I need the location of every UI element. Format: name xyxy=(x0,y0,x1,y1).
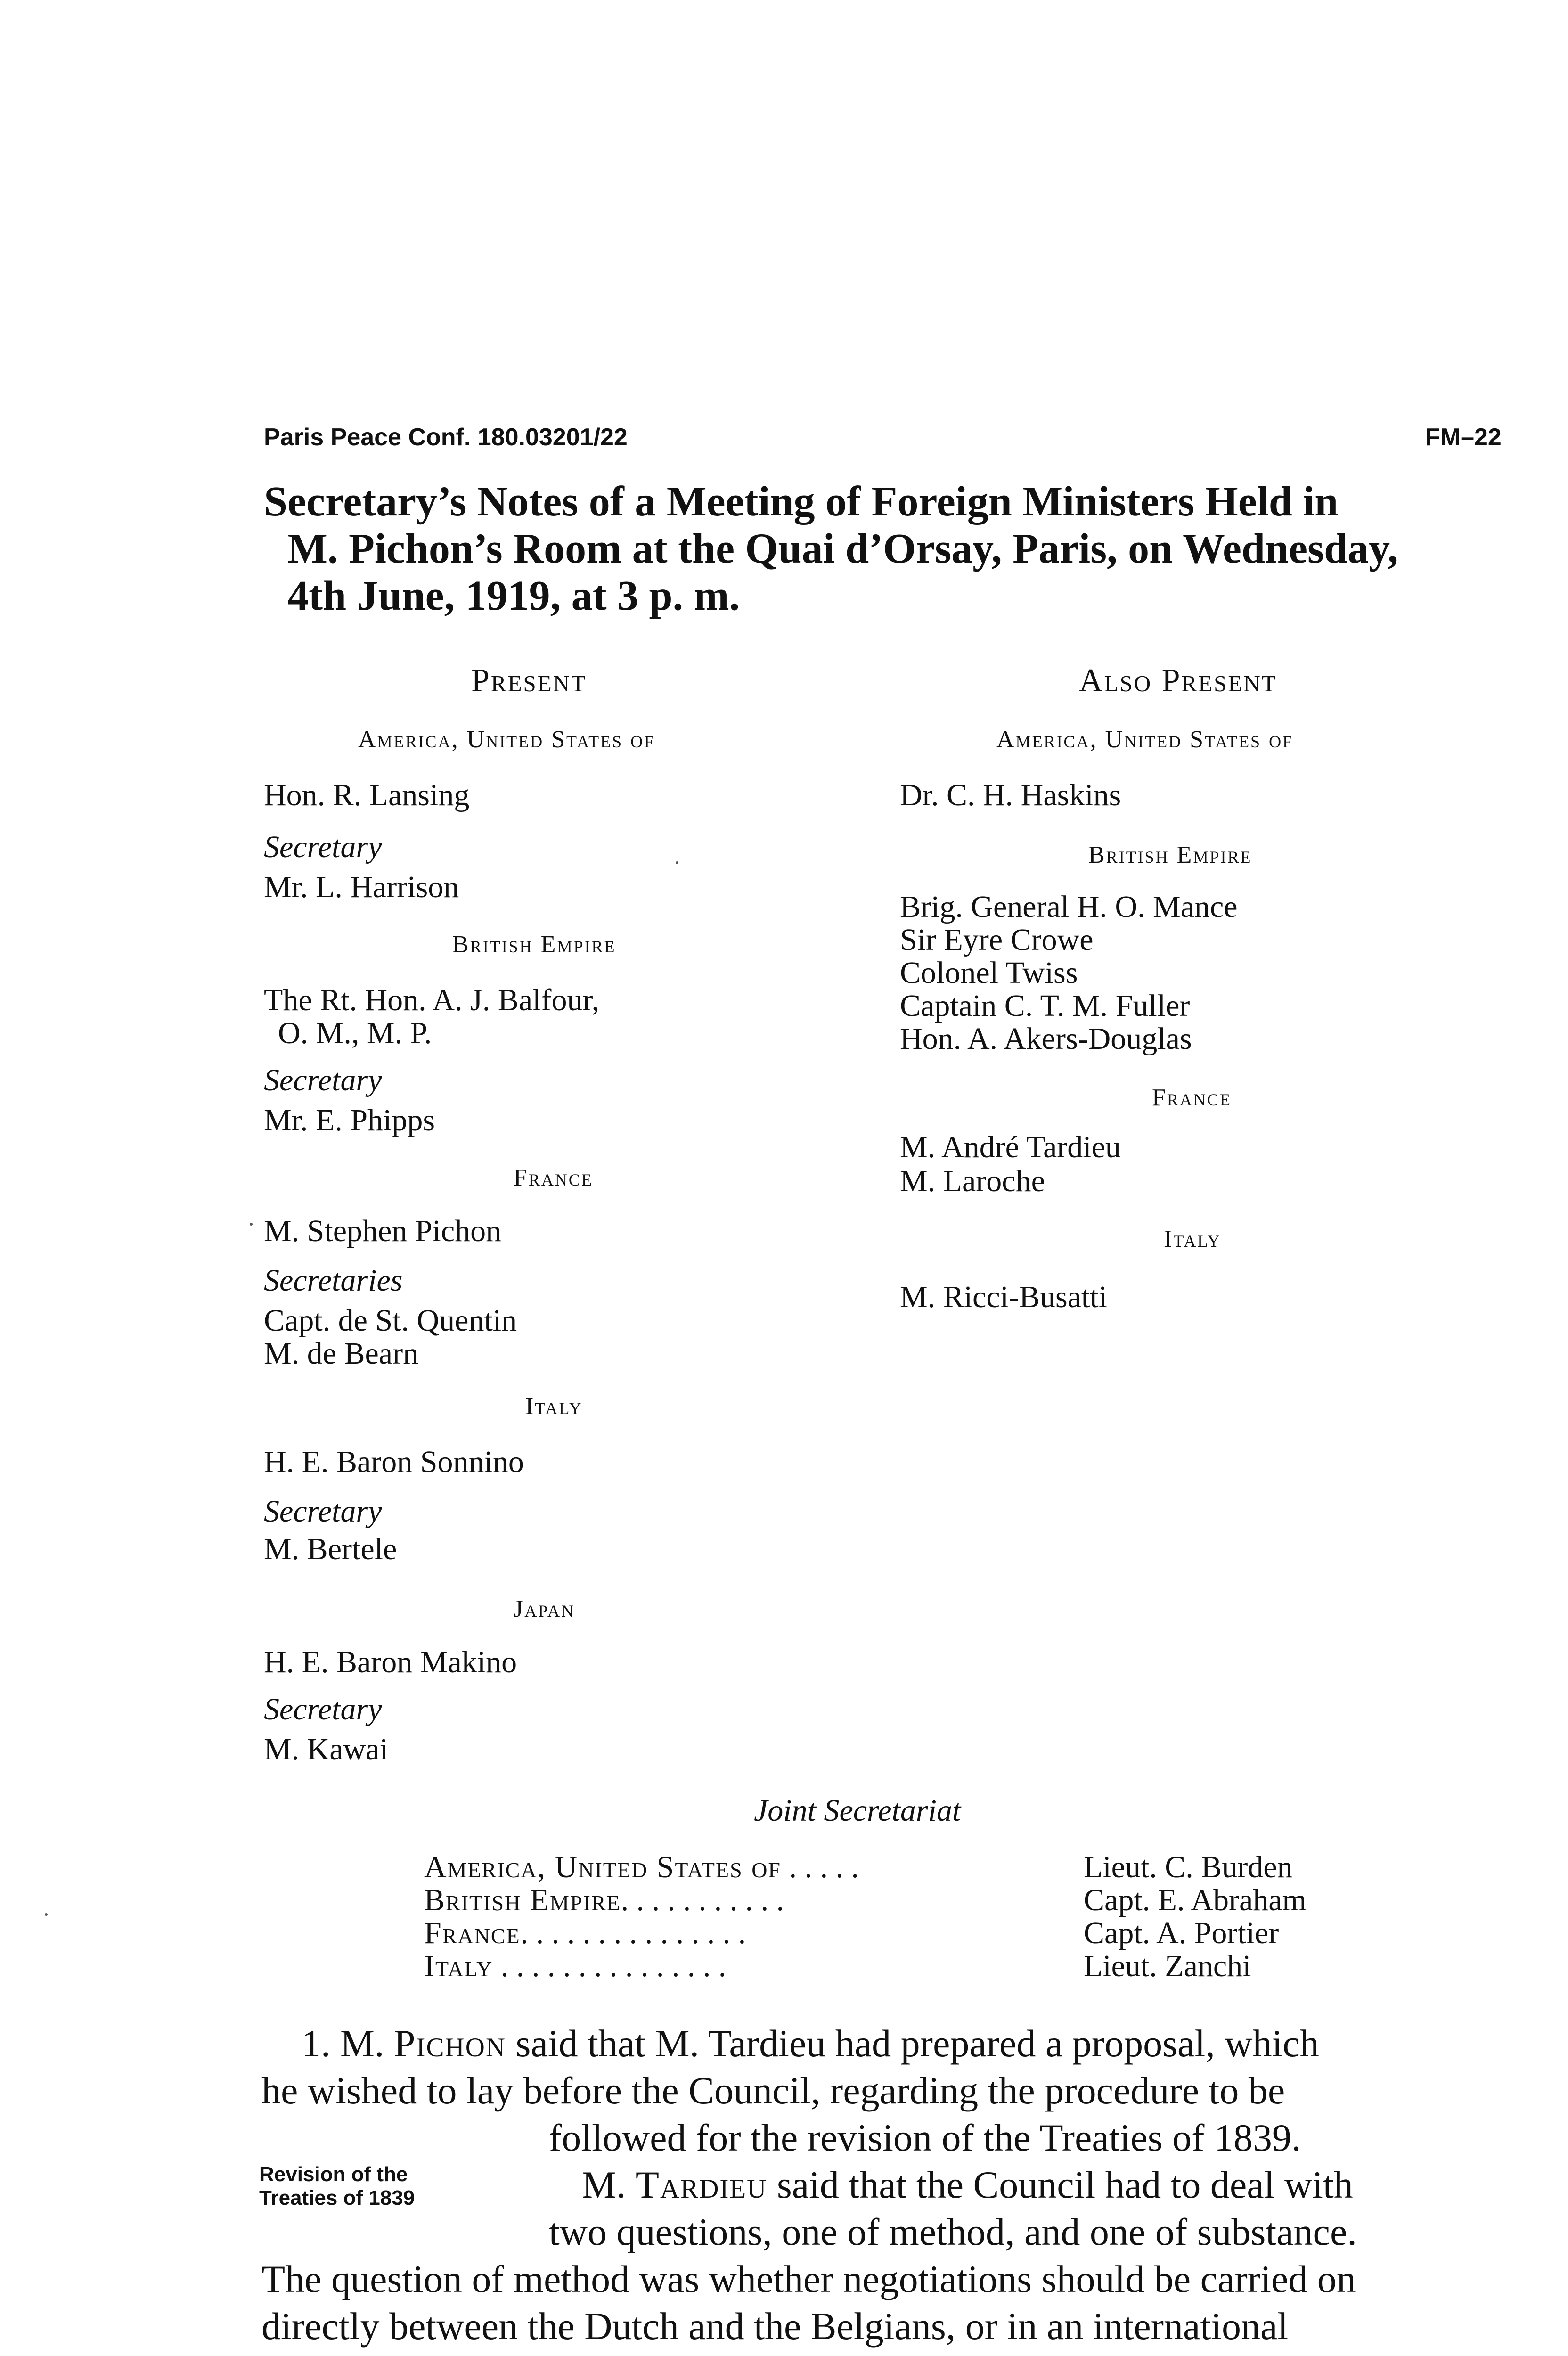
also-present-name: Brig. General H. O. Mance xyxy=(900,890,1238,924)
dot-leader: . . . . . . . . . . . . . . . xyxy=(520,1916,746,1950)
present-heading: Present xyxy=(471,663,587,699)
also-present-name: Hon. A. Akers-Douglas xyxy=(900,1022,1192,1056)
secretary-label: Secretary xyxy=(264,1063,382,1097)
sidenote-line-1: Revision of the xyxy=(259,2163,408,2186)
body-line-1: 1. M. Pichon said that M. Tardieu had prepared a proposal, which xyxy=(302,2022,1319,2065)
body-line-7: directly between the Dutch and the Belgians, or in an international xyxy=(261,2305,1289,2348)
secretariat-name: Lieut. Zanchi xyxy=(1084,1949,1251,1983)
secretariat-row xyxy=(424,1849,859,1885)
secretariat-name: Lieut. C. Burden xyxy=(1084,1850,1293,1884)
body-line-5: two questions, one of method, and one of substance. xyxy=(549,2210,1357,2253)
secretaries-label: Secretaries xyxy=(264,1263,403,1298)
also-present-name: Sir Eyre Crowe xyxy=(900,923,1094,957)
also-present-heading: Also Present xyxy=(1079,663,1277,699)
secretariat-country: France xyxy=(424,1916,521,1950)
present-name-continued: O. M., M. P. xyxy=(278,1016,432,1050)
secretary-name: M. Bertele xyxy=(264,1532,397,1566)
secretary-label: Secretary xyxy=(264,830,382,864)
present-country-usa: America, United States of xyxy=(358,726,655,753)
also-present-country-usa: America, United States of xyxy=(996,726,1294,753)
body-line-3: followed for the revision of the Treaties of 1839. xyxy=(549,2116,1301,2159)
title-line-1: Secretary’s Notes of a Meeting of Foreign Ministers Held in xyxy=(264,478,1339,525)
joint-secretariat-heading: Joint Secretariat xyxy=(754,1793,961,1828)
secretariat-country: British Empire xyxy=(424,1883,621,1917)
secretary-label: Secretary xyxy=(264,1494,382,1529)
body-line-4: M. Tardieu said that the Council had to deal with xyxy=(582,2163,1353,2206)
present-country-italy: Italy xyxy=(525,1393,583,1420)
title-line-2: M. Pichon’s Room at the Quai d’Orsay, Paris, on Wednesday, xyxy=(287,525,1398,572)
present-country-japan: Japan xyxy=(514,1595,575,1622)
secretariat-row xyxy=(424,1882,784,1918)
sidenote-line-2: Treaties of 1839 xyxy=(259,2186,415,2209)
dot-leader: . . . . . . . . . . . xyxy=(621,1883,784,1917)
body-line-6: The question of method was whether negotiations should be carried on xyxy=(261,2258,1356,2300)
dot-leader: . . . . . . . . . . . . . . . xyxy=(493,1949,727,1983)
title-line-3: 4th June, 1919, at 3 p. m. xyxy=(287,573,740,619)
also-present-name: Colonel Twiss xyxy=(900,956,1078,990)
also-present-country-france: France xyxy=(1152,1084,1232,1111)
present-name: Hon. R. Lansing xyxy=(264,778,470,812)
also-present-name: M. André Tardieu xyxy=(900,1130,1121,1164)
secretariat-country: Italy xyxy=(424,1949,493,1983)
secretary-label: Secretary xyxy=(264,1692,382,1726)
secretary-name: Mr. L. Harrison xyxy=(264,870,459,904)
dot-leader: . . . . . xyxy=(781,1850,859,1884)
also-present-country-british-empire: British Empire xyxy=(1088,842,1252,868)
also-present-name: Dr. C. H. Haskins xyxy=(900,778,1121,812)
secretariat-country: America, United States of xyxy=(424,1850,782,1884)
secretary-name: Capt. de St. Quentin xyxy=(264,1303,517,1338)
secretariat-name: Capt. E. Abraham xyxy=(1084,1883,1307,1917)
body-line-2: he wished to lay before the Council, regarding the procedure to be xyxy=(261,2069,1285,2112)
also-present-name: M. Ricci-Busatti xyxy=(900,1280,1107,1314)
scan-speck xyxy=(45,1913,48,1916)
document-code: FM–22 xyxy=(1425,424,1502,451)
scan-speck xyxy=(676,861,678,864)
present-name: H. E. Baron Sonnino xyxy=(264,1445,524,1479)
secretariat-row xyxy=(424,1915,746,1951)
also-present-name: M. Laroche xyxy=(900,1164,1045,1198)
present-country-france: France xyxy=(514,1164,593,1191)
secretary-name: Mr. E. Phipps xyxy=(264,1103,435,1137)
secretariat-row xyxy=(424,1948,726,1984)
secretary-name: M. de Bearn xyxy=(264,1336,419,1371)
scan-speck xyxy=(250,1223,253,1226)
secretariat-name: Capt. A. Portier xyxy=(1084,1916,1279,1950)
also-present-name: Captain C. T. M. Fuller xyxy=(900,989,1190,1023)
present-name: M. Stephen Pichon xyxy=(264,1214,502,1248)
file-reference: Paris Peace Conf. 180.03201/22 xyxy=(264,424,628,451)
present-name: H. E. Baron Makino xyxy=(264,1645,517,1679)
also-present-country-italy: Italy xyxy=(1164,1226,1221,1252)
present-name: The Rt. Hon. A. J. Balfour, xyxy=(264,983,600,1017)
present-country-british-empire: British Empire xyxy=(452,931,616,958)
secretary-name: M. Kawai xyxy=(264,1732,388,1767)
